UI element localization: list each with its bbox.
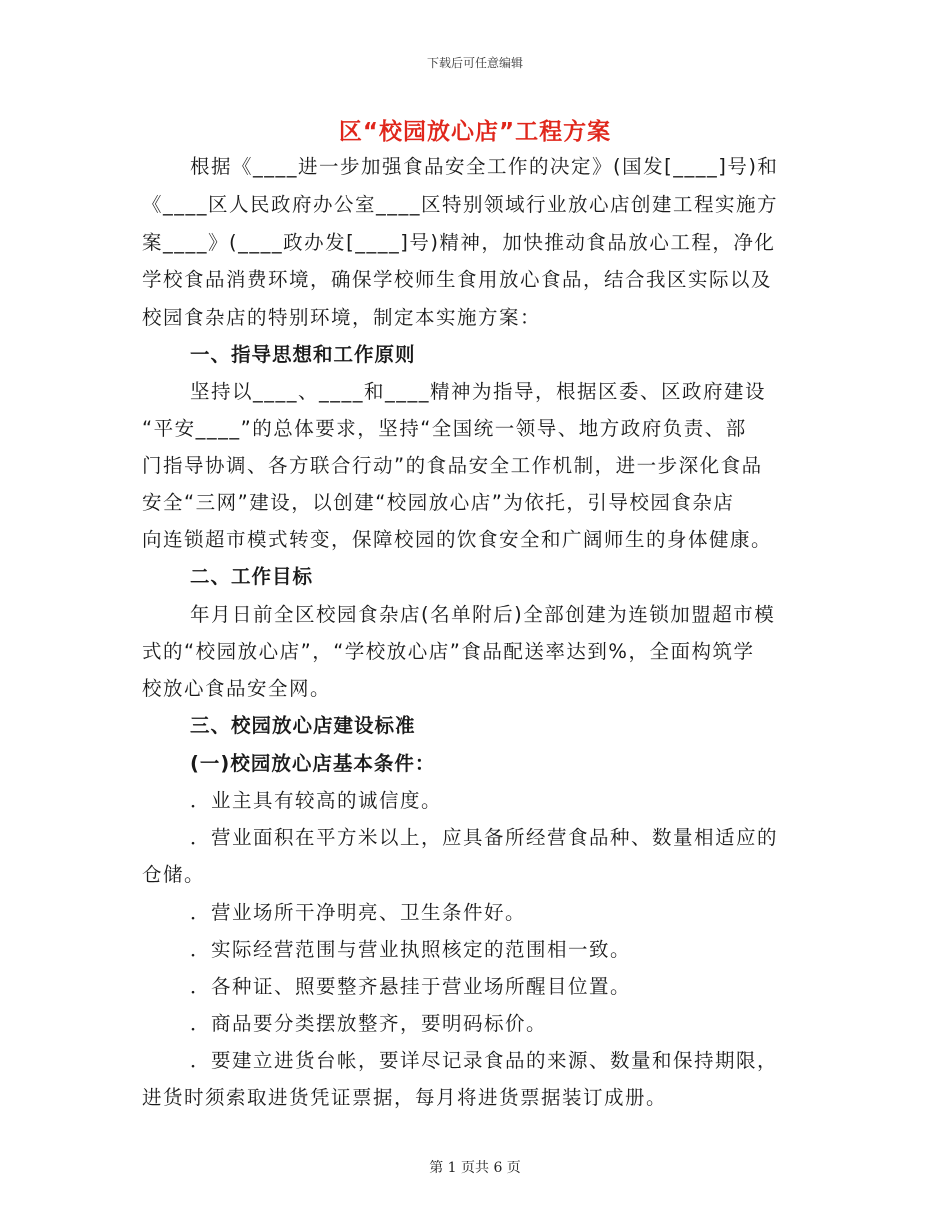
body-line: 仓储。 xyxy=(142,863,206,886)
body-line: 坚持以____、____和____精神为指导，根据区委、区政府建设 xyxy=(190,380,767,403)
document-title: 区“校园放心店”工程方案 xyxy=(338,119,612,145)
body-line: 向连锁超市模式转变，保障校园的饮食安全和广阔师生的身体健康。 xyxy=(142,528,773,551)
body-line: 《____区人民政府办公室____区特别领域行业放心店创建工程实施方 xyxy=(142,193,779,216)
list-item: ．实际经营范围与营业执照核定的范围相一致。 xyxy=(190,938,632,961)
body-line: 年月日前全区校园食杂店(名单附后)全部创建为连锁加盟超市模 xyxy=(190,603,776,626)
list-item: ．各种证、照要整齐悬挂于营业场所醒目位置。 xyxy=(190,975,632,998)
list-item: ．营业面积在平方米以上，应具备所经营食品种、数量相适应的 xyxy=(190,826,779,849)
body-line: 门指导协调、各方联合行动”的食品安全工作机制，进一步深化食品 xyxy=(142,454,763,477)
section-heading: 三、校园放心店建设标准 xyxy=(190,714,416,737)
subsection-heading: (一)校园放心店基本条件： xyxy=(190,752,436,775)
body-line: 校放心食品安全网。 xyxy=(142,677,332,700)
body-line: 根据《____进一步加强食品安全工作的决定》(国发[____]号)和 xyxy=(190,155,779,178)
body-line: 安全“三网”建设，以创建“校园放心店”为依托，引导校园食杂店 xyxy=(142,491,735,514)
body-line: 案____》(____政办发[____]号)精神，加快推动食品放心工程，净化 xyxy=(142,231,776,254)
list-item: ．要建立进货台帐，要详尽记录食品的来源、数量和保持期限， xyxy=(190,1049,779,1072)
page-footer: 第 1 页共 6 页 xyxy=(429,1160,521,1176)
list-item: ．业主具有较高的诚信度。 xyxy=(190,789,443,812)
page-header: 下载后可任意编辑 xyxy=(426,56,523,70)
body-line: 学校食品消费环境，确保学校师生食用放心食品，结合我区实际以及 xyxy=(142,268,773,291)
list-item: ．营业场所干净明亮、卫生条件好。 xyxy=(190,901,527,924)
body-line: “平安____”的总体要求，坚持“全国统一领导、地方政府负责、部 xyxy=(142,417,747,440)
list-item: ．商品要分类摆放整齐，要明码标价。 xyxy=(190,1012,548,1035)
section-heading: 一、指导思想和工作原则 xyxy=(190,343,416,366)
body-line: 式的“校园放心店”，“学校放心店”食品配送率达到%，全面构筑学 xyxy=(142,640,755,663)
body-line: 进货时须索取进货凭证票据，每月将进货票据装订成册。 xyxy=(142,1086,668,1109)
section-heading: 二、工作目标 xyxy=(190,565,314,588)
body-line: 校园食杂店的特别环境，制定本实施方案： xyxy=(142,306,542,329)
